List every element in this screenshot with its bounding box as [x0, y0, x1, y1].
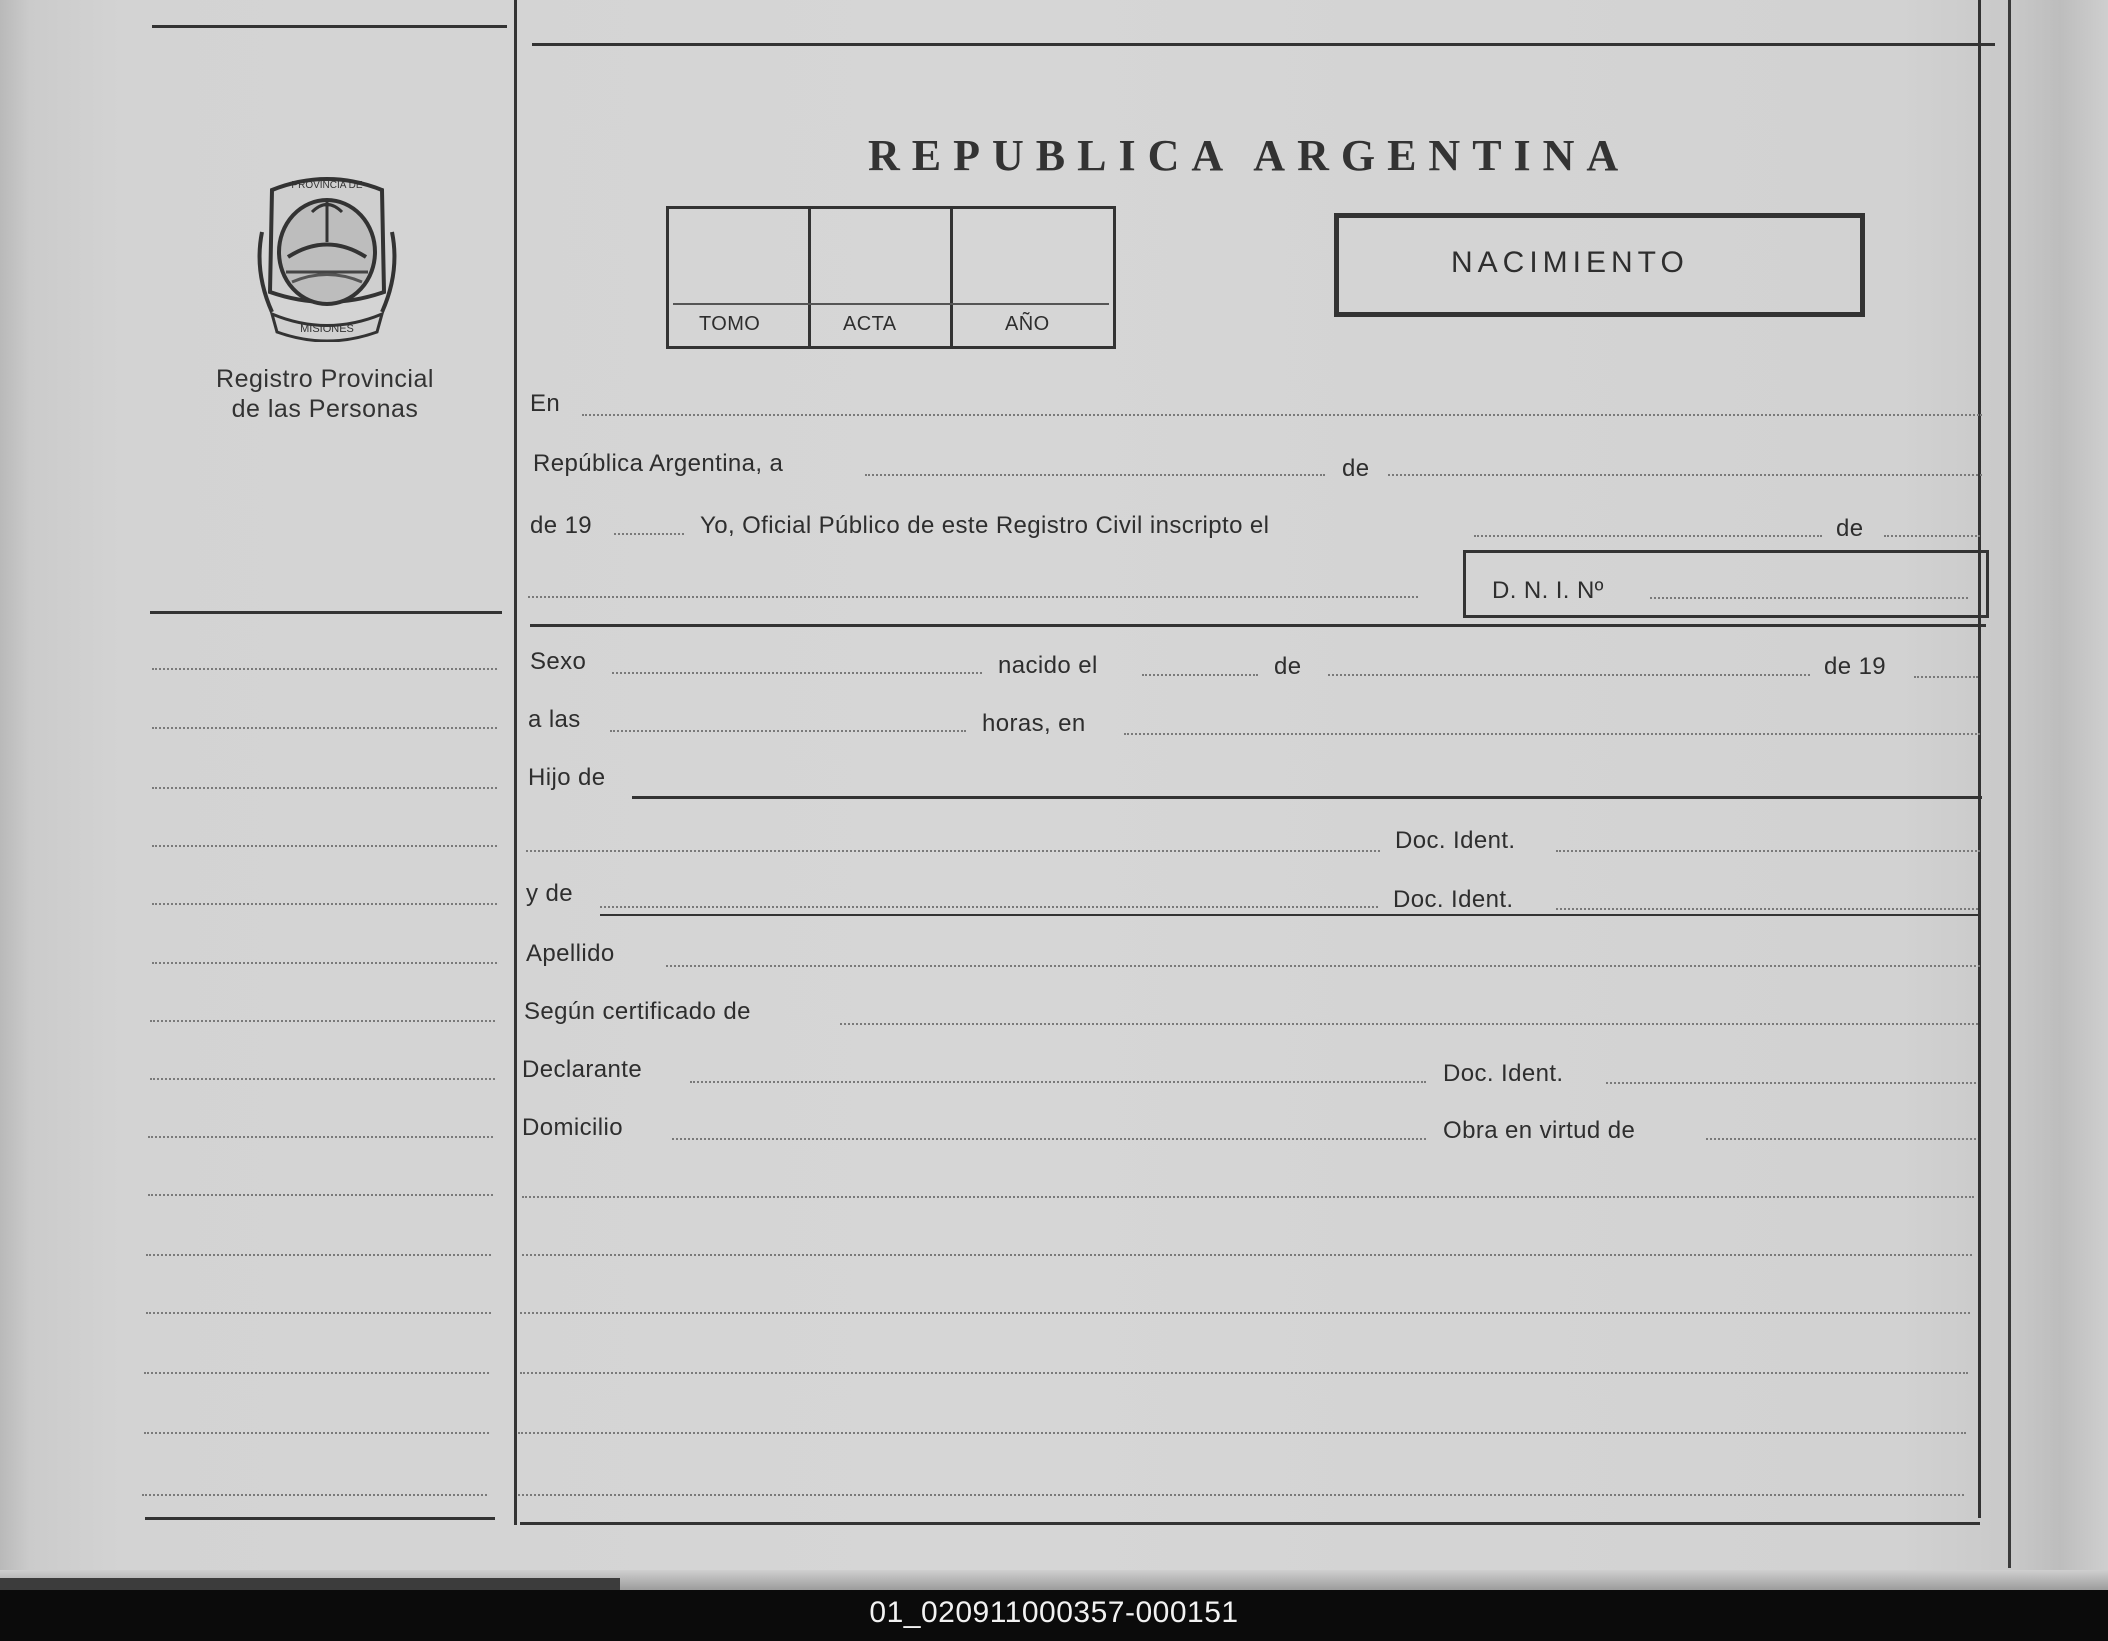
- registry-name: [170, 364, 480, 424]
- notes-line[interactable]: [522, 1196, 1974, 1198]
- nacido-label: nacido el: [998, 652, 1098, 679]
- doc-label-1: Doc. Ident.: [1395, 827, 1516, 854]
- margin-line: [150, 1020, 495, 1022]
- place-field[interactable]: [582, 414, 1982, 416]
- margin-line: [144, 1372, 489, 1374]
- hijo-label: Hijo de: [528, 764, 606, 791]
- left-bottom-rule: [145, 1517, 495, 1520]
- mother-underline: [600, 914, 1978, 916]
- dni-field[interactable]: [1650, 597, 1968, 599]
- doc-label-2: Doc. Ident.: [1393, 886, 1514, 913]
- registry-line-1: Registro Provincial: [216, 365, 434, 393]
- left-section-rule: [150, 611, 502, 614]
- de-label-3: de: [1274, 653, 1302, 680]
- record-number-box: [666, 206, 1116, 349]
- registry-line-2: de las Personas: [231, 395, 419, 423]
- sex-field[interactable]: [612, 672, 982, 674]
- margin-line: [152, 903, 497, 905]
- year-label: de 19: [530, 512, 593, 539]
- notes-line[interactable]: [522, 1254, 1972, 1256]
- acta-label: ACTA: [843, 313, 897, 335]
- tomo-label: TOMO: [699, 313, 761, 335]
- year-field[interactable]: [614, 533, 684, 535]
- act-type-label: NACIMIENTO: [1451, 246, 1689, 279]
- dni-box: [1463, 550, 1989, 618]
- margin-line: [152, 787, 497, 789]
- mother-field[interactable]: [600, 906, 1378, 908]
- birth-day-field[interactable]: [1142, 674, 1258, 676]
- sexo-label: Sexo: [530, 648, 587, 675]
- margin-line: [152, 668, 497, 670]
- declarant-doc-field[interactable]: [1606, 1082, 1976, 1084]
- basis-field[interactable]: [1706, 1138, 1976, 1140]
- de-label-2: de: [1836, 515, 1864, 542]
- record-box-divider: [950, 209, 953, 346]
- doc-label-3: Doc. Ident.: [1443, 1060, 1564, 1087]
- certificate-field[interactable]: [840, 1023, 1978, 1025]
- margin-line: [152, 962, 497, 964]
- document-title: REPUBLICA ARGENTINA: [868, 131, 1631, 180]
- segun-label: Según certificado de: [524, 998, 751, 1025]
- margin-line: [148, 1194, 493, 1196]
- margin-line: [150, 1078, 495, 1080]
- right-border: [1978, 0, 1981, 1518]
- anio-label: AÑO: [1005, 313, 1050, 335]
- main-top-rule: [532, 43, 1995, 46]
- notes-line[interactable]: [518, 1432, 1966, 1434]
- father-doc-field[interactable]: [1556, 850, 1980, 852]
- main-bottom-rule: [520, 1522, 1980, 1525]
- page-spine: [2008, 0, 2011, 1568]
- domicilio-label: Domicilio: [522, 1114, 623, 1141]
- record-box-rule: [673, 303, 1109, 305]
- yde-label: y de: [526, 880, 573, 907]
- inscription-month-field[interactable]: [1884, 535, 1980, 537]
- seal-text-bottom: MISIONES: [300, 323, 354, 335]
- horas-label: horas, en: [982, 710, 1086, 737]
- margin-line: [142, 1494, 487, 1496]
- margin-line: [144, 1432, 489, 1434]
- dni-label: D. N. I. Nº: [1492, 577, 1604, 604]
- officer-name-field[interactable]: [528, 596, 1418, 598]
- record-box-divider: [808, 209, 811, 346]
- margin-line: [146, 1312, 491, 1314]
- left-top-rule: [152, 25, 507, 28]
- declarante-label: Declarante: [522, 1056, 643, 1083]
- inscription-field[interactable]: [1474, 535, 1822, 537]
- hour-field[interactable]: [610, 730, 966, 732]
- address-field[interactable]: [672, 1138, 1426, 1140]
- margin-line: [152, 727, 497, 729]
- alas-label: a las: [528, 706, 581, 733]
- act-type-box: [1334, 213, 1865, 317]
- cover-edge: [0, 1578, 620, 1590]
- surname-field[interactable]: [666, 965, 1980, 967]
- mother-doc-field[interactable]: [1556, 908, 1978, 910]
- father-detail-field[interactable]: [526, 850, 1380, 852]
- en-label: En: [530, 390, 561, 417]
- notes-line[interactable]: [520, 1372, 1968, 1374]
- notes-line[interactable]: [520, 1312, 1970, 1314]
- day-field[interactable]: [865, 474, 1325, 476]
- officer-statement: Yo, Oficial Público de este Registro Civil inscripto el: [700, 512, 1270, 539]
- obra-label: Obra en virtud de: [1443, 1117, 1636, 1144]
- notes-line[interactable]: [518, 1494, 1964, 1496]
- margin-line: [148, 1136, 493, 1138]
- de-label-1: de: [1342, 455, 1370, 482]
- margin-line: [152, 845, 497, 847]
- apellido-label: Apellido: [526, 940, 615, 967]
- father-field[interactable]: [632, 796, 1982, 799]
- margin-line: [146, 1254, 491, 1256]
- birth-place-field[interactable]: [1124, 733, 1980, 735]
- declarant-field[interactable]: [690, 1081, 1426, 1083]
- republica-label: República Argentina, a: [533, 450, 784, 477]
- birth-year-label: de 19: [1824, 653, 1887, 680]
- footer-image-id: 01_020911000357-000151: [869, 1596, 1239, 1629]
- column-divider: [514, 0, 517, 1525]
- birth-month-field[interactable]: [1328, 674, 1810, 676]
- birth-year-field[interactable]: [1914, 676, 1978, 678]
- coat-of-arms-seal: [252, 172, 402, 342]
- main-section-rule: [530, 624, 1986, 627]
- month-field[interactable]: [1388, 474, 1982, 476]
- seal-text-top: PROVINCIA DE: [291, 180, 363, 191]
